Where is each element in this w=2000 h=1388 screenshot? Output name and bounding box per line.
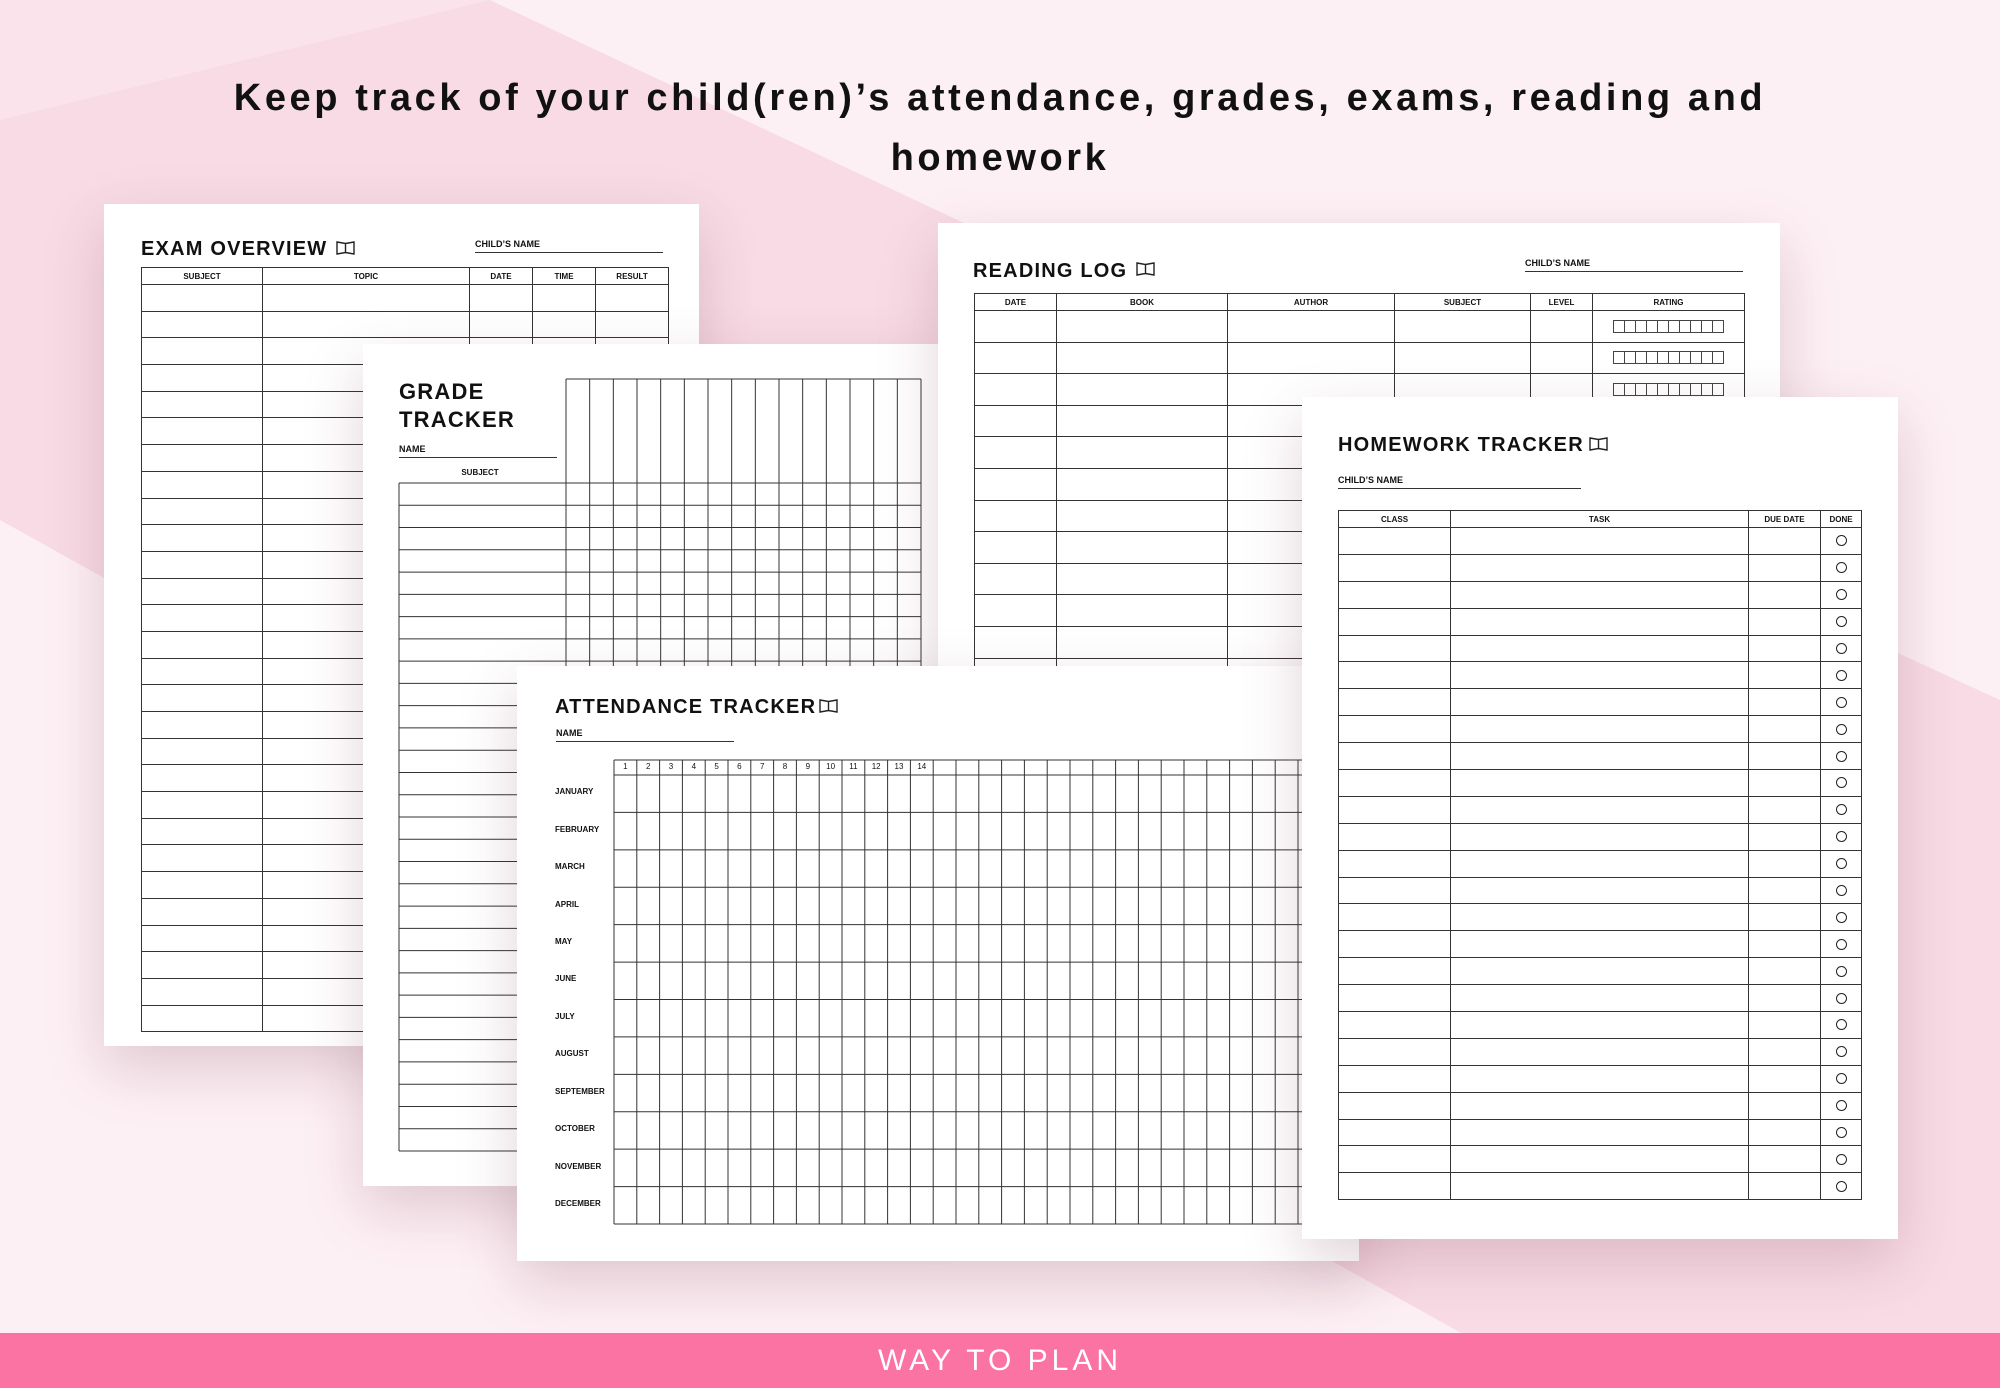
done-cell[interactable] [1821,796,1862,823]
rating-cell[interactable] [1593,311,1745,343]
table-cell[interactable] [975,437,1057,469]
day-header: 13 [894,762,904,771]
table-cell[interactable] [1395,342,1531,374]
table-cell[interactable] [142,391,263,418]
table-cell[interactable] [1749,823,1821,850]
table-cell[interactable] [1339,1092,1451,1119]
column-header: SUBJECT [142,268,263,285]
table-cell[interactable] [142,578,263,605]
table-cell[interactable] [1749,770,1821,797]
table-cell[interactable] [142,792,263,819]
done-cell[interactable] [1821,1038,1862,1065]
table-cell[interactable] [142,445,263,472]
table-cell[interactable] [142,685,263,712]
column-header: TIME [533,268,596,285]
table-cell[interactable] [142,818,263,845]
done-checkbox[interactable] [1836,777,1847,788]
month-label: JULY [555,1011,575,1021]
homework-table-header [1339,511,1862,528]
day-header: 12 [871,762,881,771]
day-header: 11 [849,762,858,771]
day-header: 10 [826,762,836,771]
table-cell[interactable] [1339,689,1451,716]
table-row [1339,931,1862,958]
table-row [1339,1119,1862,1146]
done-cell[interactable] [1821,877,1862,904]
day-header: 1 [623,762,628,771]
done-checkbox[interactable] [1836,804,1847,815]
attendance-tracker-sheet [517,666,1359,1261]
table-cell[interactable] [1228,311,1395,343]
table-cell[interactable] [1749,1119,1821,1146]
done-checkbox[interactable] [1836,535,1847,546]
column-header: DATE [470,268,533,285]
done-checkbox[interactable] [1836,1100,1847,1111]
table-cell[interactable] [142,738,263,765]
exam-overview-title: EXAM OVERVIEW [141,238,328,260]
done-checkbox[interactable] [1836,831,1847,842]
table-cell[interactable] [1339,608,1451,635]
table-cell[interactable] [1749,662,1821,689]
table-cell[interactable] [142,551,263,578]
done-cell[interactable] [1821,528,1862,555]
rating-boxes[interactable] [1593,383,1744,396]
month-label: OCTOBER [555,1124,595,1134]
table-cell[interactable] [1339,1065,1451,1092]
table-cell[interactable] [1339,1038,1451,1065]
childs-name-field[interactable]: CHILD’S NAME [1525,258,1743,272]
table-cell[interactable] [1395,311,1531,343]
table-cell[interactable] [1451,877,1749,904]
rating-box[interactable] [1712,383,1724,396]
table-cell[interactable] [1749,608,1821,635]
table-cell[interactable] [1749,1065,1821,1092]
name-field[interactable]: NAME [399,444,557,458]
done-checkbox[interactable] [1836,858,1847,869]
table-cell[interactable] [596,285,669,312]
day-header: 6 [737,762,742,771]
table-cell[interactable] [142,952,263,979]
done-checkbox[interactable] [1836,1154,1847,1165]
column-header: TASK [1451,511,1749,528]
table-cell[interactable] [1339,1119,1451,1146]
done-checkbox[interactable] [1836,1181,1847,1192]
table-cell[interactable] [1451,958,1749,985]
done-checkbox[interactable] [1836,643,1847,654]
reading-log-title: READING LOG [973,260,1128,282]
table-cell[interactable] [1451,1146,1749,1173]
table-cell[interactable] [142,765,263,792]
day-header: 3 [668,762,674,771]
homework-tracker-sheet [1302,397,1898,1239]
done-cell[interactable] [1821,850,1862,877]
table-cell[interactable] [1339,850,1451,877]
table-cell[interactable] [1749,931,1821,958]
done-checkbox[interactable] [1836,912,1847,923]
column-header: BOOK [1057,294,1228,311]
homework-tracker-title: HOMEWORK TRACKER [1338,434,1584,456]
table-cell[interactable] [596,311,669,338]
table-row [142,311,669,338]
table-cell[interactable] [1531,311,1593,343]
table-cell[interactable] [1339,528,1451,555]
childs-name-field[interactable]: CHILD’S NAME [475,239,663,253]
table-cell[interactable] [142,605,263,632]
table-cell[interactable] [1339,743,1451,770]
table-cell[interactable] [263,285,470,312]
table-cell[interactable] [1339,581,1451,608]
table-cell[interactable] [1451,1065,1749,1092]
table-cell[interactable] [1339,877,1451,904]
column-header: LEVEL [1531,294,1593,311]
table-cell[interactable] [1228,342,1395,374]
table-cell[interactable] [142,525,263,552]
table-cell[interactable] [1451,1038,1749,1065]
table-cell[interactable] [975,500,1057,532]
rating-cell[interactable] [1593,342,1745,374]
table-cell[interactable] [1749,635,1821,662]
table-cell[interactable] [1339,635,1451,662]
table-row [975,342,1745,374]
table-cell[interactable] [142,285,263,312]
table-cell[interactable] [1339,796,1451,823]
homework-table [1338,510,1862,1200]
table-cell[interactable] [1451,743,1749,770]
day-header: 8 [782,762,788,771]
table-cell[interactable] [533,311,596,338]
done-cell[interactable] [1821,1119,1862,1146]
attendance-grid [517,666,1359,1261]
table-cell[interactable] [142,338,263,365]
table-row [1339,985,1862,1012]
done-checkbox[interactable] [1836,562,1847,573]
table-row [1339,1173,1862,1200]
table-cell[interactable] [142,712,263,739]
day-header: 2 [645,762,651,771]
book-icon [336,240,355,255]
exam-table-header [142,268,669,285]
done-cell[interactable] [1821,770,1862,797]
table-row [1339,528,1862,555]
subject-label: SUBJECT [461,468,499,477]
table-cell[interactable] [1057,342,1228,374]
attendance-tracker-title: ATTENDANCE TRACKER [555,696,817,718]
done-checkbox[interactable] [1836,1127,1847,1138]
table-cell[interactable] [1531,342,1593,374]
table-cell[interactable] [470,285,533,312]
table-cell[interactable] [1451,528,1749,555]
table-cell[interactable] [142,365,263,392]
table-cell[interactable] [975,626,1057,658]
table-cell[interactable] [1057,532,1228,564]
column-header: RATING [1593,294,1745,311]
table-cell[interactable] [1451,689,1749,716]
table-cell[interactable] [142,1005,263,1032]
table-cell[interactable] [1057,374,1228,406]
table-cell[interactable] [1057,405,1228,437]
rating-boxes[interactable] [1593,320,1744,333]
table-row [1339,823,1862,850]
brand-footer: WAY TO PLAN [0,1333,2000,1388]
table-cell[interactable] [1339,931,1451,958]
done-cell[interactable] [1821,904,1862,931]
table-row [1339,581,1862,608]
table-cell[interactable] [470,311,533,338]
column-header: RESULT [596,268,669,285]
table-cell[interactable] [533,285,596,312]
month-label: JANUARY [555,787,594,797]
table-cell[interactable] [1749,1146,1821,1173]
table-cell[interactable] [1057,468,1228,500]
done-cell[interactable] [1821,1146,1862,1173]
table-cell[interactable] [1339,823,1451,850]
table-cell[interactable] [1451,931,1749,958]
name-field[interactable]: NAME [556,728,734,742]
table-row [1339,1038,1862,1065]
table-cell[interactable] [1451,662,1749,689]
table-row [1339,904,1862,931]
done-cell[interactable] [1821,958,1862,985]
table-cell[interactable] [1749,554,1821,581]
table-cell[interactable] [1451,904,1749,931]
table-cell[interactable] [1749,958,1821,985]
day-header: 5 [714,762,719,771]
done-cell[interactable] [1821,1173,1862,1200]
month-label: DECEMBER [555,1198,601,1208]
book-icon [1589,436,1608,451]
table-row [1339,850,1862,877]
table-cell[interactable] [975,374,1057,406]
table-cell[interactable] [1339,716,1451,743]
table-cell[interactable] [142,418,263,445]
done-checkbox[interactable] [1836,751,1847,762]
day-header: 7 [759,762,765,771]
done-cell[interactable] [1821,743,1862,770]
done-checkbox[interactable] [1836,993,1847,1004]
table-cell[interactable] [1451,796,1749,823]
column-header: SUBJECT [1395,294,1531,311]
table-cell[interactable] [975,532,1057,564]
table-cell[interactable] [1749,877,1821,904]
month-label: MARCH [555,862,585,872]
table-cell[interactable] [1749,1038,1821,1065]
grade-tracker-title: GRADE TRACKER [399,379,515,432]
done-cell[interactable] [1821,635,1862,662]
table-cell[interactable] [142,872,263,899]
table-row [1339,1146,1862,1173]
month-label: AUGUST [555,1049,589,1059]
table-cell[interactable] [142,498,263,525]
table-cell[interactable] [1749,850,1821,877]
table-row [142,285,669,312]
table-cell[interactable] [1451,850,1749,877]
column-header: AUTHOR [1228,294,1395,311]
rating-box[interactable] [1712,351,1724,364]
done-checkbox[interactable] [1836,885,1847,896]
table-cell[interactable] [1749,1173,1821,1200]
rating-boxes[interactable] [1593,351,1744,364]
done-checkbox[interactable] [1836,1073,1847,1084]
column-header: DUE DATE [1749,511,1821,528]
table-row [1339,716,1862,743]
done-checkbox[interactable] [1836,616,1847,627]
done-cell[interactable] [1821,1065,1862,1092]
table-cell[interactable] [142,658,263,685]
table-cell[interactable] [142,311,263,338]
childs-name-field[interactable]: CHILD’S NAME [1338,475,1581,489]
done-checkbox[interactable] [1836,966,1847,977]
table-cell[interactable] [975,405,1057,437]
table-cell[interactable] [1339,904,1451,931]
table-cell[interactable] [142,925,263,952]
table-cell[interactable] [1749,689,1821,716]
table-row [1339,743,1862,770]
table-cell[interactable] [142,631,263,658]
table-row [1339,608,1862,635]
month-label: JUNE [555,974,577,984]
table-cell[interactable] [1451,1119,1749,1146]
column-header: CLASS [1339,511,1451,528]
done-cell[interactable] [1821,662,1862,689]
done-checkbox[interactable] [1836,589,1847,600]
table-cell[interactable] [1057,500,1228,532]
column-header: DONE [1821,511,1862,528]
table-row [1339,877,1862,904]
table-row [1339,770,1862,797]
rating-box[interactable] [1712,320,1724,333]
table-row [1339,635,1862,662]
done-checkbox[interactable] [1836,670,1847,681]
table-row [975,311,1745,343]
table-cell[interactable] [142,845,263,872]
month-label: NOVEMBER [555,1161,602,1171]
table-cell[interactable] [1749,716,1821,743]
table-cell[interactable] [1451,608,1749,635]
table-cell[interactable] [1339,1146,1451,1173]
done-checkbox[interactable] [1836,1019,1847,1030]
table-cell[interactable] [1057,595,1228,627]
day-header: 14 [917,762,927,771]
table-cell[interactable] [1451,554,1749,581]
done-cell[interactable] [1821,581,1862,608]
table-cell[interactable] [975,468,1057,500]
table-cell[interactable] [975,311,1057,343]
table-cell[interactable] [1749,581,1821,608]
done-cell[interactable] [1821,931,1862,958]
table-cell[interactable] [975,595,1057,627]
table-cell[interactable] [263,311,470,338]
table-cell[interactable] [1451,635,1749,662]
table-cell[interactable] [1451,1092,1749,1119]
table-cell[interactable] [1057,437,1228,469]
table-cell[interactable] [1451,581,1749,608]
done-checkbox[interactable] [1836,697,1847,708]
day-header: 9 [805,762,811,771]
table-cell[interactable] [142,898,263,925]
table-cell[interactable] [1749,985,1821,1012]
table-row [1339,689,1862,716]
done-cell[interactable] [1821,1092,1862,1119]
day-header: 4 [691,762,697,771]
table-cell[interactable] [1339,985,1451,1012]
table-cell[interactable] [1451,985,1749,1012]
column-header: TOPIC [263,268,470,285]
table-cell[interactable] [1339,662,1451,689]
done-checkbox[interactable] [1836,939,1847,950]
table-cell[interactable] [1749,1012,1821,1039]
month-label: MAY [555,937,573,946]
headline: Keep track of your child(ren)’s attendance, grades, exams, reading and homework [233,77,1767,179]
table-cell[interactable] [142,978,263,1005]
table-cell[interactable] [1749,528,1821,555]
done-checkbox[interactable] [1836,1046,1847,1057]
table-cell[interactable] [1451,716,1749,743]
column-header: DATE [975,294,1057,311]
table-cell[interactable] [1749,743,1821,770]
table-cell[interactable] [1451,1173,1749,1200]
table-cell[interactable] [975,342,1057,374]
table-cell[interactable] [1451,823,1749,850]
table-cell[interactable] [1749,796,1821,823]
table-cell[interactable] [1057,563,1228,595]
done-cell[interactable] [1821,985,1862,1012]
table-cell[interactable] [142,471,263,498]
table-cell[interactable] [1749,1092,1821,1119]
done-cell[interactable] [1821,554,1862,581]
table-cell[interactable] [1339,958,1451,985]
table-cell[interactable] [975,563,1057,595]
table-row [1339,554,1862,581]
month-label: APRIL [555,899,579,909]
done-cell[interactable] [1821,823,1862,850]
table-cell[interactable] [1451,770,1749,797]
table-row [1339,1092,1862,1119]
table-row [1339,796,1862,823]
book-icon [1136,261,1155,276]
table-row [1339,958,1862,985]
done-checkbox[interactable] [1836,724,1847,735]
table-row [1339,1012,1862,1039]
table-cell[interactable] [1339,554,1451,581]
table-cell[interactable] [1339,1012,1451,1039]
table-cell[interactable] [1057,311,1228,343]
table-cell[interactable] [1339,770,1451,797]
reading-log-header [975,294,1745,311]
done-cell[interactable] [1821,716,1862,743]
table-cell[interactable] [1749,904,1821,931]
table-cell[interactable] [1339,1173,1451,1200]
month-label: SEPTEMBER [555,1086,605,1096]
table-cell[interactable] [1057,626,1228,658]
done-cell[interactable] [1821,689,1862,716]
done-cell[interactable] [1821,1012,1862,1039]
table-row [1339,662,1862,689]
done-cell[interactable] [1821,608,1862,635]
table-cell[interactable] [1451,1012,1749,1039]
month-label: FEBRUARY [555,824,600,834]
table-row [1339,1065,1862,1092]
